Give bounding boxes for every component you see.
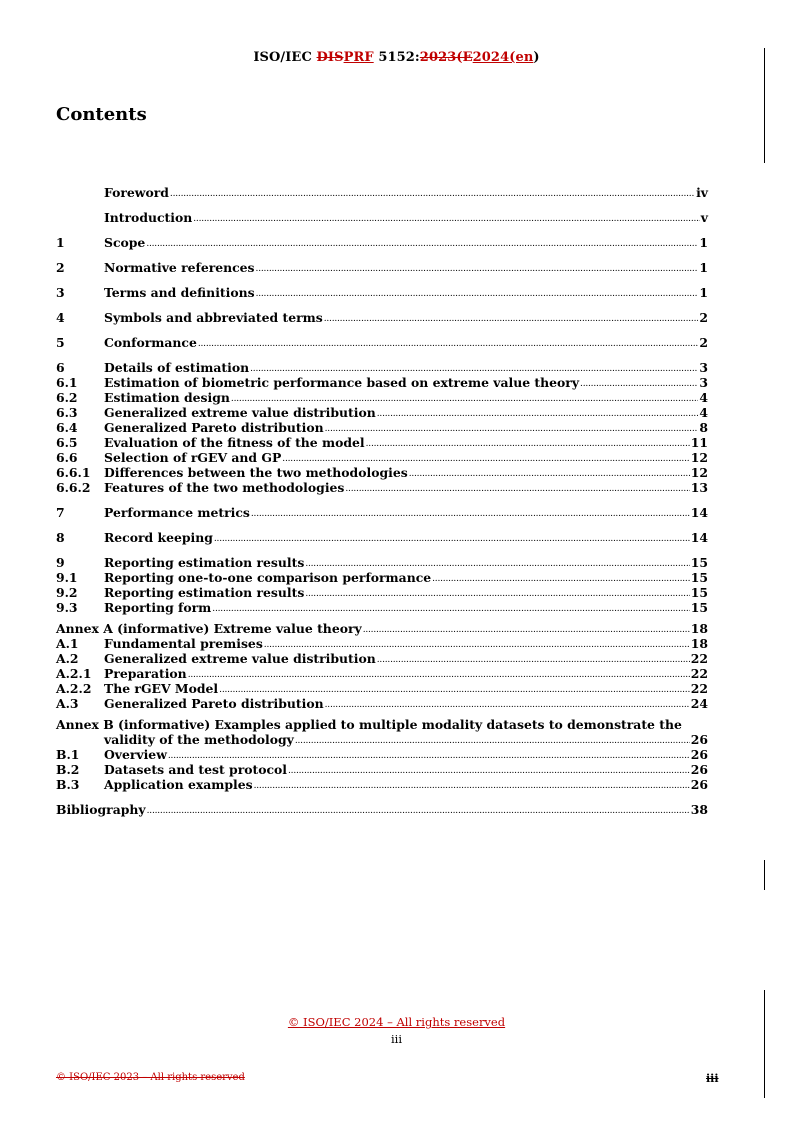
toc-leader [188, 670, 690, 681]
toc-number: 6.6.1 [56, 465, 91, 480]
toc-text: Reporting estimation results [104, 585, 305, 600]
toc-text: Details of estimation [104, 360, 250, 375]
toc-page: 38 [690, 802, 708, 817]
toc-number: 1 [56, 235, 65, 250]
toc-leader [219, 685, 690, 696]
toc-entry-a-1[interactable] [56, 636, 708, 651]
toc-entry-bibliography[interactable] [56, 802, 708, 817]
toc-leader [198, 339, 699, 350]
toc-entry-6-6-2[interactable] [56, 480, 708, 495]
toc-entry-9-2[interactable] [56, 585, 708, 600]
toc-leader [147, 806, 690, 817]
toc-page: 18 [690, 636, 708, 651]
toc-page: 18 [690, 621, 708, 636]
page-number: iii [390, 1032, 403, 1046]
toc-entry-2[interactable] [56, 260, 708, 275]
toc-page: 22 [690, 666, 708, 681]
header-number: 5152: [373, 50, 420, 65]
toc-text: Record keeping [104, 530, 213, 545]
toc-page: 12 [690, 450, 708, 465]
toc-page: 14 [690, 505, 708, 520]
toc-number: 7 [56, 505, 65, 520]
toc-leader [282, 454, 689, 465]
toc-text: Conformance [104, 335, 197, 350]
toc-number: A.3 [56, 696, 79, 711]
toc-entry-6-5[interactable] [56, 435, 708, 450]
toc-text: Reporting estimation results [104, 555, 305, 570]
change-bar [764, 860, 765, 890]
copyright-inserted: © ISO/IEC 2024 – All rights reserved [287, 1015, 506, 1029]
toc-leader [256, 264, 699, 275]
toc-entry-9[interactable] [56, 555, 708, 570]
toc-entry-annex-a[interactable] [56, 621, 708, 636]
toc-number: 6.4 [56, 420, 78, 435]
toc-entry-6-4[interactable] [56, 420, 708, 435]
toc-text: Performance metrics [104, 505, 250, 520]
page-number-deleted: iii [706, 1072, 719, 1085]
toc-entry-6-3[interactable] [56, 405, 708, 420]
toc-page: 3 [699, 375, 708, 390]
toc-page: 14 [690, 530, 708, 545]
toc-text: The rGEV Model [104, 681, 219, 696]
toc-entry-annex-b[interactable] [56, 717, 708, 732]
toc-page: 3 [699, 360, 708, 375]
toc-text: Datasets and test protocol [104, 762, 287, 777]
toc-text: Generalized extreme value distribution [104, 405, 376, 420]
copyright-deleted: © ISO/IEC 2023 – All rights reserved [56, 1072, 245, 1083]
toc-entry-4[interactable] [56, 310, 708, 325]
toc-page: 2 [699, 310, 708, 325]
toc-text: Features of the two methodologies [104, 480, 345, 495]
toc-leader [305, 559, 689, 570]
toc-leader [254, 781, 690, 792]
toc-entry-foreword[interactable] [56, 185, 708, 200]
toc-text: Scope [104, 235, 146, 250]
toc-number: A.1 [56, 636, 79, 651]
inserted-prf: PRF [343, 50, 374, 65]
toc-number: A.2 [56, 651, 79, 666]
toc-entry-9-1[interactable] [56, 570, 708, 585]
change-bar [764, 48, 765, 163]
toc-leader [256, 289, 699, 300]
toc-leader [170, 189, 695, 200]
toc-text: validity of the methodology [104, 732, 294, 747]
toc-entry-b-3[interactable] [56, 777, 708, 792]
toc-page: 4 [699, 405, 708, 420]
toc-entry-9-3[interactable] [56, 600, 708, 615]
toc-number: 6.6.2 [56, 480, 91, 495]
toc-number: 6.2 [56, 390, 78, 405]
toc-number: 4 [56, 310, 65, 325]
toc-page: 1 [699, 235, 708, 250]
toc-leader [193, 214, 700, 225]
toc-leader [288, 766, 690, 777]
toc-leader [377, 409, 699, 420]
toc-number: A.2.1 [56, 666, 92, 681]
toc-entry-6[interactable] [56, 360, 708, 375]
toc-entry-5[interactable] [56, 335, 708, 350]
toc-leader [325, 424, 699, 435]
toc-entry-annex-b-continued[interactable] [56, 732, 708, 747]
toc-text: Evaluation of the fitness of the model [104, 435, 365, 450]
toc-leader [366, 439, 690, 450]
toc-number: A.2.2 [56, 681, 92, 696]
toc-entry-1[interactable] [56, 235, 708, 250]
toc-text: Reporting form [104, 600, 212, 615]
toc-entry-3[interactable] [56, 285, 708, 300]
toc-page: 24 [690, 696, 708, 711]
toc-entry-7[interactable] [56, 505, 708, 520]
toc-leader [324, 314, 699, 325]
toc-leader [432, 574, 690, 585]
toc-number: 6.5 [56, 435, 78, 450]
toc-number: 9.1 [56, 570, 78, 585]
header-suffix: ) [533, 50, 540, 65]
toc-entry-a-3[interactable] [56, 696, 708, 711]
toc-page: 26 [690, 762, 708, 777]
toc-page: 13 [690, 480, 708, 495]
toc-text: Reporting one-to-one comparison performance [104, 570, 432, 585]
toc-text: Fundamental premises [104, 636, 263, 651]
toc-page: 26 [690, 777, 708, 792]
toc-entry-6-6[interactable] [56, 450, 708, 465]
toc-entry-b-2[interactable] [56, 762, 708, 777]
toc-leader [409, 469, 690, 480]
toc-entry-b-1[interactable] [56, 747, 708, 762]
toc-number: 9.2 [56, 585, 78, 600]
toc-number: 6.6 [56, 450, 78, 465]
toc-number: 5 [56, 335, 65, 350]
toc-text: Bibliography [56, 802, 146, 817]
toc-page: 15 [690, 600, 708, 615]
toc-text: Estimation design [104, 390, 230, 405]
header-prefix: ISO/IEC [253, 50, 317, 65]
toc-number: 6.1 [56, 375, 78, 390]
toc-text: Terms and definitions [104, 285, 255, 300]
toc-leader [325, 700, 690, 711]
toc-number: B.2 [56, 762, 80, 777]
toc-text: Selection of rGEV and GP [104, 450, 282, 465]
toc-number: 6 [56, 360, 65, 375]
toc-leader [305, 589, 689, 600]
toc-entry-6-6-1[interactable] [56, 465, 708, 480]
toc-number: 3 [56, 285, 65, 300]
toc-text: Annex A (informative) Extreme value theory [56, 621, 362, 636]
toc-leader [250, 364, 698, 375]
toc-entry-a-2-2[interactable] [56, 681, 708, 696]
toc-leader [295, 736, 690, 747]
toc-page: 2 [699, 335, 708, 350]
toc-text: Symbols and abbreviated terms [104, 310, 323, 325]
toc-text: Application examples [104, 777, 253, 792]
toc-leader [377, 655, 690, 666]
toc-page: 4 [699, 390, 708, 405]
toc-text: Normative references [104, 260, 255, 275]
toc-leader [212, 604, 689, 615]
toc-text: Introduction [104, 210, 193, 225]
toc-page: 15 [690, 585, 708, 600]
toc-leader [146, 239, 698, 250]
toc-leader [580, 379, 698, 390]
toc-page: 26 [690, 747, 708, 762]
toc-page: 22 [690, 651, 708, 666]
toc-leader [251, 509, 690, 520]
toc-page: 11 [690, 435, 708, 450]
deleted-year: 2023(E [419, 50, 473, 65]
toc-text: Differences between the two methodologies [104, 465, 408, 480]
toc-leader [264, 640, 690, 651]
toc-number: 9.3 [56, 600, 78, 615]
toc-text: Generalized Pareto distribution [104, 696, 324, 711]
toc-page: iv [696, 185, 708, 200]
toc-page: 8 [699, 420, 708, 435]
toc-text: Generalized Pareto distribution [104, 420, 324, 435]
toc-text: Overview [104, 747, 167, 762]
toc-number: 8 [56, 530, 65, 545]
toc-page: 26 [690, 732, 708, 747]
toc-page: 15 [690, 570, 708, 585]
toc-page: 15 [690, 555, 708, 570]
toc-leader [363, 625, 690, 636]
toc-entry-6-1[interactable] [56, 375, 708, 390]
toc-entry-6-2[interactable] [56, 390, 708, 405]
toc-text: Foreword [104, 185, 169, 200]
toc-leader [168, 751, 690, 762]
toc-number: 9 [56, 555, 65, 570]
table-of-contents [56, 175, 708, 817]
toc-page: 1 [699, 285, 708, 300]
toc-entry-8[interactable] [56, 530, 708, 545]
toc-leader [214, 534, 690, 545]
toc-entry-a-2-1[interactable] [56, 666, 708, 681]
toc-text: Generalized extreme value distribution [104, 651, 376, 666]
inserted-year: 2024(en [472, 50, 534, 65]
toc-number: B.1 [56, 747, 80, 762]
toc-text: Preparation [104, 666, 187, 681]
deleted-dis: DIS [316, 50, 344, 65]
toc-number: B.3 [56, 777, 80, 792]
page-title: Contents [56, 104, 147, 125]
toc-leader [345, 484, 689, 495]
toc-entry-a-2[interactable] [56, 651, 708, 666]
toc-page: 12 [690, 465, 708, 480]
toc-number: 2 [56, 260, 65, 275]
toc-leader [231, 394, 698, 405]
toc-page: v [700, 210, 708, 225]
toc-text: Annex B (informative) Examples applied to multiple modality datasets to demonstrate the [56, 717, 682, 732]
toc-text: Estimation of biometric performance based on extreme value theory [104, 375, 580, 390]
toc-page: 1 [699, 260, 708, 275]
document-header [0, 50, 793, 65]
toc-number: 6.3 [56, 405, 78, 420]
toc-page: 22 [690, 681, 708, 696]
toc-entry-introduction[interactable] [56, 210, 708, 225]
